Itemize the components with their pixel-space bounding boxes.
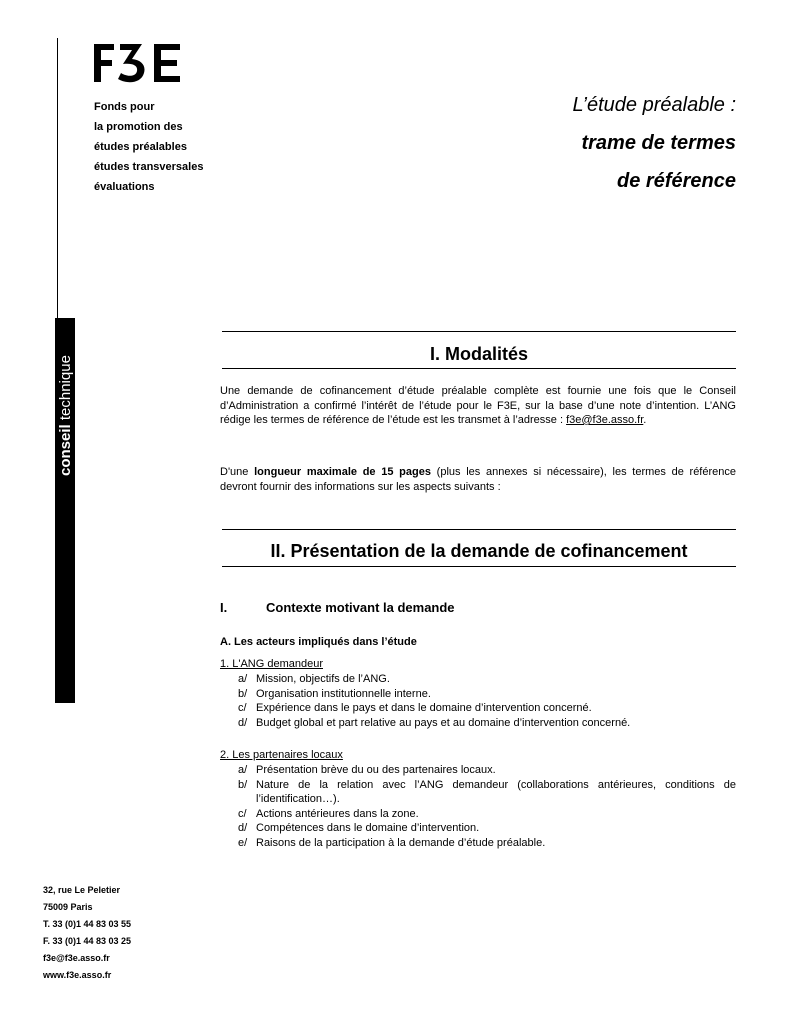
list-item: c/ Actions antérieures dans la zone. <box>238 807 419 820</box>
section-1-paragraph-2: D'une longueur maximale de 15 pages (plus les annexes si nécessaire), les termes de référence devront fournir des informations sur les aspects suivants : <box>220 466 736 493</box>
org-line: évaluations <box>94 181 155 193</box>
list-item: b/ Organisation institutionnelle interne. <box>238 687 431 700</box>
org-line: Fonds pour <box>94 101 155 113</box>
sidebar-label: conseil technique <box>57 355 74 476</box>
address-line: 75009 Paris <box>43 902 93 912</box>
section-1-heading: I. Modalités <box>429 344 528 364</box>
phone-number: T. 33 (0)1 44 83 03 55 <box>43 919 132 929</box>
section-rule-bottom <box>222 566 736 567</box>
list-1-title: 1. L'ANG demandeur <box>220 658 323 670</box>
contact-address <box>43 882 131 984</box>
subsection-a-heading: A. Les acteurs impliqués dans l’étude <box>220 636 417 648</box>
section-rule-bottom <box>222 368 736 369</box>
list-item: d/ Budget global et part relative au pays et au domaine d’intervention concerné. <box>238 716 631 729</box>
title-line-2: trame de termes <box>581 132 736 154</box>
website-url[interactable]: www.f3e.asso.fr <box>43 970 112 980</box>
address-line: 32, rue Le Peletier <box>43 885 121 895</box>
f3e-logo <box>92 42 188 84</box>
vertical-rule <box>57 38 58 318</box>
fax-number: F. 33 (0)1 44 83 03 25 <box>43 936 132 946</box>
list-item: a/ Mission, objectifs de l’ANG. <box>238 673 390 685</box>
list-2-title: 2. Les partenaires locaux <box>220 749 343 761</box>
org-line: études transversales <box>94 161 204 173</box>
org-line: la promotion des <box>94 121 183 133</box>
list-item: e/ Raisons de la participation à la demande d’étude préalable. <box>238 836 546 849</box>
list-2 <box>238 763 736 850</box>
list-item: a/ Présentation brève du ou des partenaires locaux. <box>238 764 496 776</box>
title-line-1: L’étude préalable : <box>572 94 736 116</box>
organization-description <box>94 97 203 197</box>
email-link[interactable]: f3e@f3e.asso.fr <box>566 414 644 426</box>
subsection-heading: I. Contexte motivant la demande <box>220 600 455 615</box>
section-1-paragraph-1: Une demande de cofinancement d’étude préalable complète est fournie une fois que le Conseil d’Administration a confirmé l’intérêt de l’étude pour le F3E, sur la base d’une note d’intention. L’ANG rédige les termes de référence de l’étude est les transmet à l’adresse : f3e@f3e.asso.fr. <box>220 385 736 426</box>
section-2-heading: II. Présentation de la demande de cofinancement <box>270 541 688 561</box>
section-rule-top <box>222 529 736 530</box>
list-1 <box>238 672 736 730</box>
org-line: études préalables <box>94 141 187 153</box>
list-item: b/ Nature de la relation avec l’ANG demandeur (collaborations antérieures, conditions de l’identification…). <box>238 778 736 805</box>
section-rule-top <box>222 331 736 332</box>
email-address[interactable]: f3e@f3e.asso.fr <box>43 953 110 963</box>
title-line-3: de référence <box>617 170 736 192</box>
list-item: d/ Compétences dans le domaine d’intervention. <box>238 822 480 834</box>
document-title <box>573 86 736 200</box>
list-item: c/ Expérience dans le pays et dans le domaine d’intervention concerné. <box>238 702 592 714</box>
